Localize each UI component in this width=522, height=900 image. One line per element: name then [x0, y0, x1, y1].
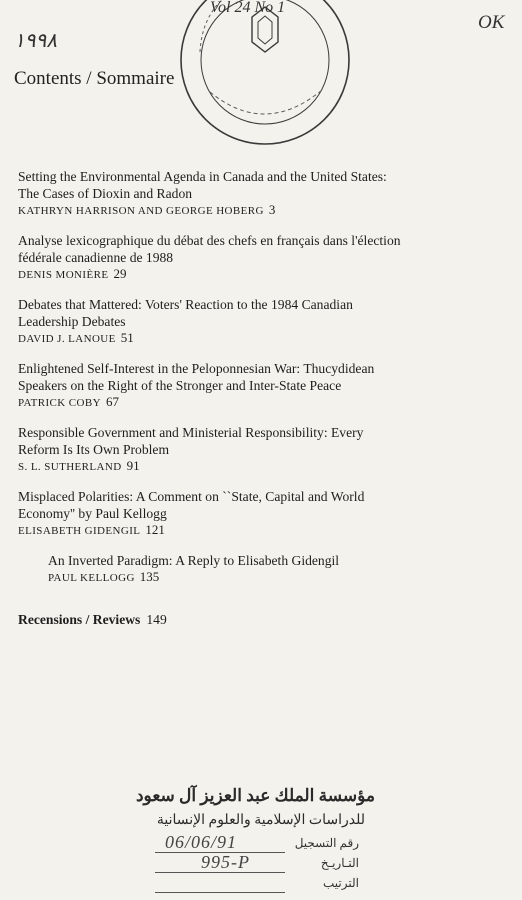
- toc-entry: [18, 232, 488, 283]
- reviews-entry: [18, 612, 488, 628]
- entry-title-line: fédérale canadienne de 1988: [18, 250, 174, 265]
- entry-page-number: 29: [113, 266, 127, 281]
- institution-registration-stamp: [115, 778, 375, 894]
- entry-title-line: Setting the Environmental Agenda in Canada and the United States:: [18, 169, 387, 184]
- entry-author: KATHRYN HARRISON AND GEORGE HOBERG: [18, 205, 264, 217]
- stamp-date-label: التـاريـخ: [320, 856, 359, 870]
- stamp-registration-value: 06/06/91: [165, 832, 238, 852]
- entry-title-line: Reform Is Its Own Problem: [18, 442, 170, 457]
- stamp-order-row: [115, 876, 365, 896]
- entry-author: PATRICK COBY: [18, 397, 101, 409]
- entry-title-line: An Inverted Paradigm: A Reply to Elisabeth Gidengil: [48, 553, 340, 568]
- toc-entry-reply: [48, 552, 488, 586]
- toc-entry: [18, 168, 488, 219]
- entry-title-line: Debates that Mattered: Voters' Reaction to the 1984 Canadian: [18, 297, 353, 312]
- entry-title-line: Enlightened Self-Interest in the Peloponnesian War: Thucydidean: [18, 361, 375, 376]
- stamp-date-value: 995-P: [201, 852, 250, 872]
- toc-entry: [18, 424, 488, 475]
- reviews-label: Recensions / Reviews: [18, 612, 141, 627]
- toc-entry: [18, 296, 488, 347]
- entry-title-line: Leadership Debates: [18, 314, 126, 329]
- reviews-page-number: 149: [146, 612, 167, 627]
- entry-page-number: 51: [120, 330, 134, 345]
- entry-page-number: 67: [105, 394, 119, 409]
- stamp-institution-subtitle: للدراسات الإسلامية والعلوم الإنسانية: [156, 813, 365, 828]
- stamp-institution-name: مؤسسة الملك عبد العزيز آل سعود: [135, 786, 375, 805]
- handwritten-ok-mark: OK: [478, 12, 505, 33]
- entry-author: PAUL KELLOGG: [48, 572, 135, 584]
- entry-page-number: 91: [126, 458, 140, 473]
- table-of-contents: [18, 168, 488, 628]
- entry-title-line: The Cases of Dioxin and Radon: [18, 186, 193, 201]
- library-seal-stamp: [172, 0, 358, 148]
- entry-page-number: 135: [139, 569, 160, 584]
- entry-title-line: Responsible Government and Ministerial Responsibility: Every: [18, 425, 364, 440]
- seal-handwritten-note: Vol 24 No 1: [210, 0, 286, 16]
- entry-title-line: Misplaced Polarities: A Comment on ``State, Capital and World: [18, 489, 365, 504]
- entry-page-number: 3: [268, 202, 276, 217]
- toc-entry: [18, 488, 488, 539]
- entry-title-line: Analyse lexicographique du débat des chefs en français dans l'élection: [18, 233, 401, 248]
- entry-title-line: Speakers on the Right of the Stronger and Inter-State Peace: [18, 378, 342, 393]
- stamp-date-row: [115, 852, 365, 876]
- entry-title-line: Economy'' by Paul Kellogg: [18, 506, 167, 521]
- stamp-order-label: الترتيب: [323, 876, 359, 890]
- entry-author: DENIS MONIÈRE: [18, 269, 109, 281]
- entry-author: ELISABETH GIDENGIL: [18, 525, 141, 537]
- entry-author: S. L. SUTHERLAND: [18, 461, 122, 473]
- page-title: Contents / Sommaire: [14, 68, 175, 89]
- toc-entry: [18, 360, 488, 411]
- stamp-registration-label: رقم التسجيل: [294, 836, 359, 850]
- entry-author: DAVID J. LANOUE: [18, 333, 116, 345]
- entry-page-number: 121: [145, 522, 165, 537]
- handwritten-year: ١٩٩٨: [14, 30, 57, 52]
